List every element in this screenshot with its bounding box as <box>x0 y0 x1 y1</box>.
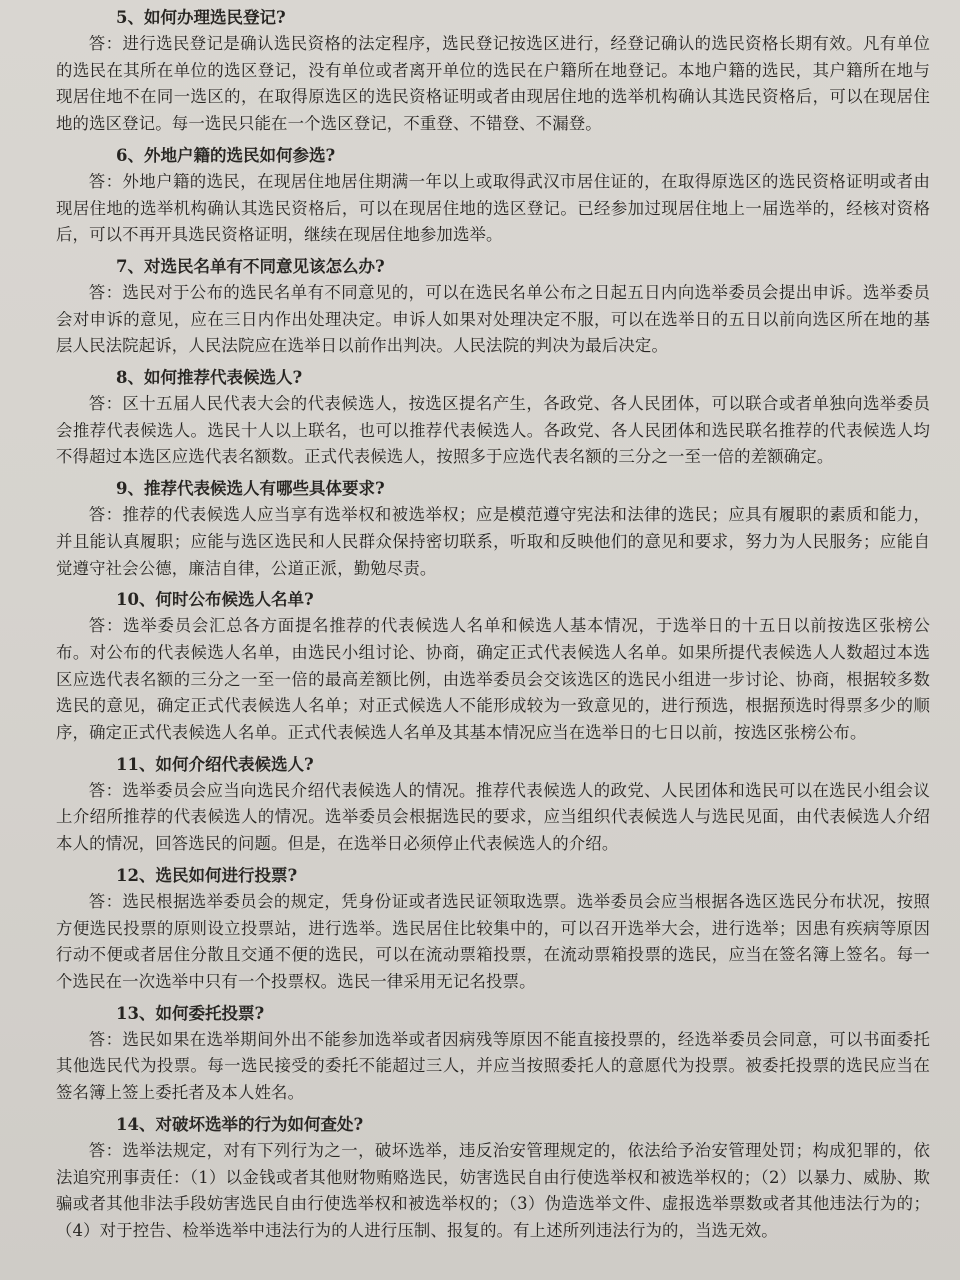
question-title: 14、对破坏选举的行为如何查处? <box>116 1114 364 1134</box>
document-page <box>56 4 930 1245</box>
qa-section-11 <box>56 751 930 858</box>
question-title: 10、何时公布候选人名单? <box>116 590 314 610</box>
answer-text: 答：选举法规定，对有下列行为之一，破坏选举，违反治安管理规定的，依法给予治安管理处罚；构成犯罪的，依法追究刑事责任：（1）以金钱或者其他财物贿赂选民，妨害选民自由行使选举权和被选举权的；（2）以暴力、威胁、欺骗或者其他非法手段妨害选民自由行使选举权和被选举权的；（3）伪造选举文件、虚报选举票数或者其他违法行为的；（4）对于控告、检举选举中违法行为的人进行压制、报复的。有上述所列违法行为的，当选无效。 <box>56 1140 930 1240</box>
answer-text: 答：推荐的代表候选人应当享有选举权和被选举权；应是模范遵守宪法和法律的选民；应具有履职的素质和能力，并且能认真履职；应能与选区选民和人民群众保持密切联系，听取和反映他们的意见和要求，努力为人民服务；应能自觉遵守社会公德，廉洁自律，公道正派，勤勉尽责。 <box>56 505 930 578</box>
answer-text: 答：选民如果在选举期间外出不能参加选举或者因病残等原因不能直接投票的，经选举委员会同意，可以书面委托其他选民代为投票。每一选民接受的委托不能超过三人，并应当按照委托人的意愿代为投票。被委托投票的选民应当在签名簿上签上委托者及本人姓名。 <box>56 1029 930 1103</box>
qa-section-14 <box>56 1111 930 1245</box>
qa-section-13 <box>56 1000 930 1107</box>
question-title: 5、如何办理选民登记? <box>116 8 286 27</box>
answer-text: 答：选举委员会汇总各方面提名推荐的代表候选人名单和候选人基本情况，于选举日的十五日以前按选区张榜公布。对公布的代表候选人名单，由选民小组讨论、协商，确定正式代表候选人名单。如果所提代表候选人人数超过本选区应选代表名额的三分之一至一倍的最高差额比例，由选举委员会交该选区的选民小组进一步讨论、协商，根据较多数选民的意见，确定正式代表候选人名单；对正式候选人不能形成较为一致意见的，进行预选，根据预选时得票多少的顺序，确定正式代表候选人名单。正式代表候选人名单及其基本情况应当在选举日的七日以前，按选区张榜公布。 <box>56 616 930 743</box>
qa-section-6 <box>56 142 930 249</box>
answer-text: 答：区十五届人民代表大会的代表候选人，按选区提名产生，各政党、各人民团体，可以联合或者单独向选举委员会推荐代表候选人。选民十人以上联名，也可以推荐代表候选人。各政党、各人民团体和选民联名推荐的代表候选人均不得超过本选区应选代表名额数。正式代表候选人，按照多于应选代表名额的三分之一至一倍的差额确定。 <box>56 394 930 467</box>
qa-section-7 <box>56 253 930 360</box>
qa-section-12 <box>56 862 930 996</box>
qa-section-8 <box>56 364 930 471</box>
question-title: 12、选民如何进行投票? <box>116 865 298 885</box>
qa-section-9 <box>56 475 930 582</box>
answer-text: 答：选民对于公布的选民名单有不同意见的，可以在选民名单公布之日起五日内向选举委员会提出申诉。选举委员会对申诉的意见，应在三日内作出处理决定。申诉人如果对处理决定不服，可以在选举日的五日以前向选区所在地的基层人民法院起诉，人民法院应在选举日以前作出判决。人民法院的判决为最后决定。 <box>56 282 930 356</box>
answer-text: 答：选民根据选举委员会的规定，凭身份证或者选民证领取选票。选举委员会应当根据各选区选民分布状况，按照方便选民投票的原则设立投票站，进行选举。选民居住比较集中的，可以召开选举大会，进行选举；因患有疾病等原因行动不便或者居住分散且交通不便的选民，可以在流动票箱投票，在流动票箱投票的选民，应当在签名簿上签名。每一个选民在一次选举中只有一个投票权。选民一律采用无记名投票。 <box>56 891 930 991</box>
answer-text: 答：外地户籍的选民，在现居住地居住期满一年以上或取得武汉市居住证的，在取得原选区的选民资格证明或者由现居住地的选举机构确认其选民资格后，可以在现居住地的选区登记。已经参加过现居住地上一届选举的，经核对资格后，可以不再开具选民资格证明，继续在现居住地参加选举。 <box>56 171 930 245</box>
qa-section-10 <box>56 586 930 747</box>
question-title: 11、如何介绍代表候选人? <box>116 754 314 774</box>
question-title: 13、如何委托投票? <box>116 1003 265 1023</box>
qa-section-5 <box>56 4 930 138</box>
answer-text: 答：选举委员会应当向选民介绍代表候选人的情况。推荐代表候选人的政党、人民团体和选民可以在选民小组会议上介绍所推荐的代表候选人的情况。选举委员会根据选民的要求，应当组织代表候选人与选民见面，由代表候选人介绍本人的情况，回答选民的问题。但是，在选举日必须停止代表候选人的介绍。 <box>56 780 930 854</box>
question-title: 9、推荐代表候选人有哪些具体要求? <box>116 479 385 499</box>
answer-text: 答：进行选民登记是确认选民资格的法定程序，选民登记按选区进行，经登记确认的选民资格长期有效。凡有单位的选民在其所在单位的选区登记，没有单位或者离开单位的选民在户籍所在地登记。本地户籍的选民，其户籍所在地与现居住地不在同一选区的，在取得原选区的选民资格证明或者由现居住地的选举机构确认其选民资格后，可以在现居住地的选区登记。每一选民只能在一个选区登记，不重登、不错登、不漏登。 <box>56 34 930 134</box>
question-title: 7、对选民名单有不同意见该怎么办? <box>116 256 385 276</box>
question-title: 8、如何推荐代表候选人? <box>116 368 303 388</box>
question-title: 6、外地户籍的选民如何参选? <box>116 145 336 165</box>
